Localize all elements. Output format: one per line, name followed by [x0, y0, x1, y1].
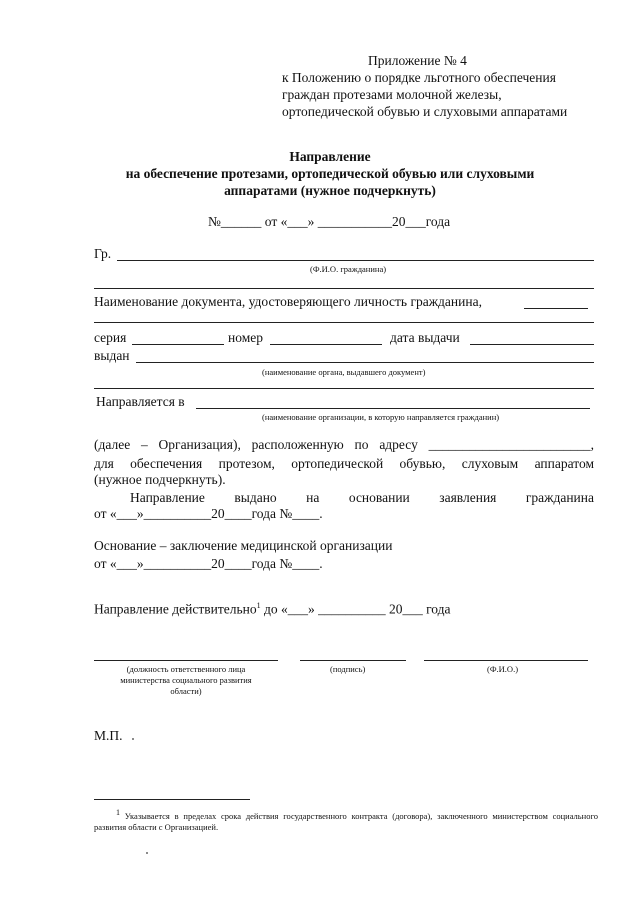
appendix-line-3: ортопедической обувью и слуховыми аппаратами	[282, 104, 568, 119]
body-line-3: (нужное подчеркнуть).	[94, 472, 226, 487]
number-field[interactable]	[270, 344, 382, 345]
issued-by-extra-line[interactable]	[94, 388, 594, 389]
title-line-2: на обеспечение протезами, ортопедической обувью или слуховыми	[125, 166, 535, 181]
fio-caption: (Ф.И.О.)	[487, 664, 519, 674]
signature-line[interactable]	[300, 660, 406, 661]
issue-date-label: дата выдачи	[390, 330, 460, 345]
body-line-1: (далее – Организация), расположенную по адресу ________________________,	[94, 437, 594, 452]
id-doc-field[interactable]	[524, 308, 588, 309]
citizen-name-field[interactable]	[117, 260, 594, 261]
series-field[interactable]	[132, 344, 224, 345]
basis-line-2[interactable]: от «___»__________20____года №____.	[94, 556, 323, 571]
stamp-label: М.П.	[94, 728, 123, 743]
body-line-2: для обеспечения протезом, ортопедической обувью, слуховым аппаратом	[94, 456, 594, 471]
position-caption: (должность ответственного лица министерства социального развития области)	[120, 664, 252, 696]
issued-by-field[interactable]	[136, 362, 594, 363]
issued-by-caption: (наименование органа, выдавшего документ)	[262, 367, 426, 377]
id-doc-label: Наименование документа, удостоверяющего личность гражданина,	[94, 294, 482, 309]
appendix-line-1: к Положению о порядке льготного обеспечения	[282, 70, 556, 85]
series-label: серия	[94, 330, 127, 345]
title-line-1: Направление	[289, 149, 371, 164]
footnote-text: Указывается в пределах срока действия государственного контракта (договора), заключенного министерством социального развития области с Организацией.	[94, 810, 599, 832]
footnote-mark: 1	[116, 808, 120, 817]
speck	[146, 852, 148, 854]
validity-label: Направление действительно	[94, 601, 257, 617]
issue-date-field[interactable]	[470, 344, 594, 345]
citizen-extra-line[interactable]	[94, 288, 594, 289]
signature-caption: (подпись)	[330, 664, 366, 674]
footnote-ref: 1	[256, 601, 261, 610]
number-date-row[interactable]: №______ от «___» ___________20___года	[208, 214, 451, 229]
validity-row[interactable]	[94, 601, 451, 618]
footnote-separator	[94, 799, 250, 800]
number-label: номер	[228, 330, 264, 345]
title-line-3: аппаратами (нужное подчеркнуть)	[224, 183, 436, 198]
position-line[interactable]	[94, 660, 278, 661]
validity-date[interactable]: до «___» __________ 20___ года	[260, 601, 451, 617]
basis-line-1: Основание – заключение медицинской организации	[94, 538, 393, 553]
citizen-label: Гр.	[94, 246, 112, 261]
document-title	[70, 148, 590, 199]
issued-by-label: выдан	[94, 348, 130, 363]
id-doc-extra-line[interactable]	[94, 322, 594, 323]
body-line-5[interactable]: от «___»__________20____года №____.	[94, 506, 323, 521]
footnote	[94, 807, 598, 833]
fio-line[interactable]	[424, 660, 588, 661]
citizen-caption: (Ф.И.О. гражданина)	[310, 264, 387, 274]
appendix-header	[282, 52, 567, 120]
directed-field[interactable]	[196, 408, 590, 409]
body-line-4: Направление выдано на основании заявления гражданина	[130, 490, 594, 505]
directed-label: Направляется в	[96, 394, 185, 409]
appendix-line-2: граждан протезами молочной железы,	[282, 87, 502, 102]
appendix-title: Приложение № 4	[368, 53, 467, 68]
directed-caption: (наименование организации, в которую направляется гражданин)	[262, 412, 500, 422]
speck	[132, 738, 134, 740]
